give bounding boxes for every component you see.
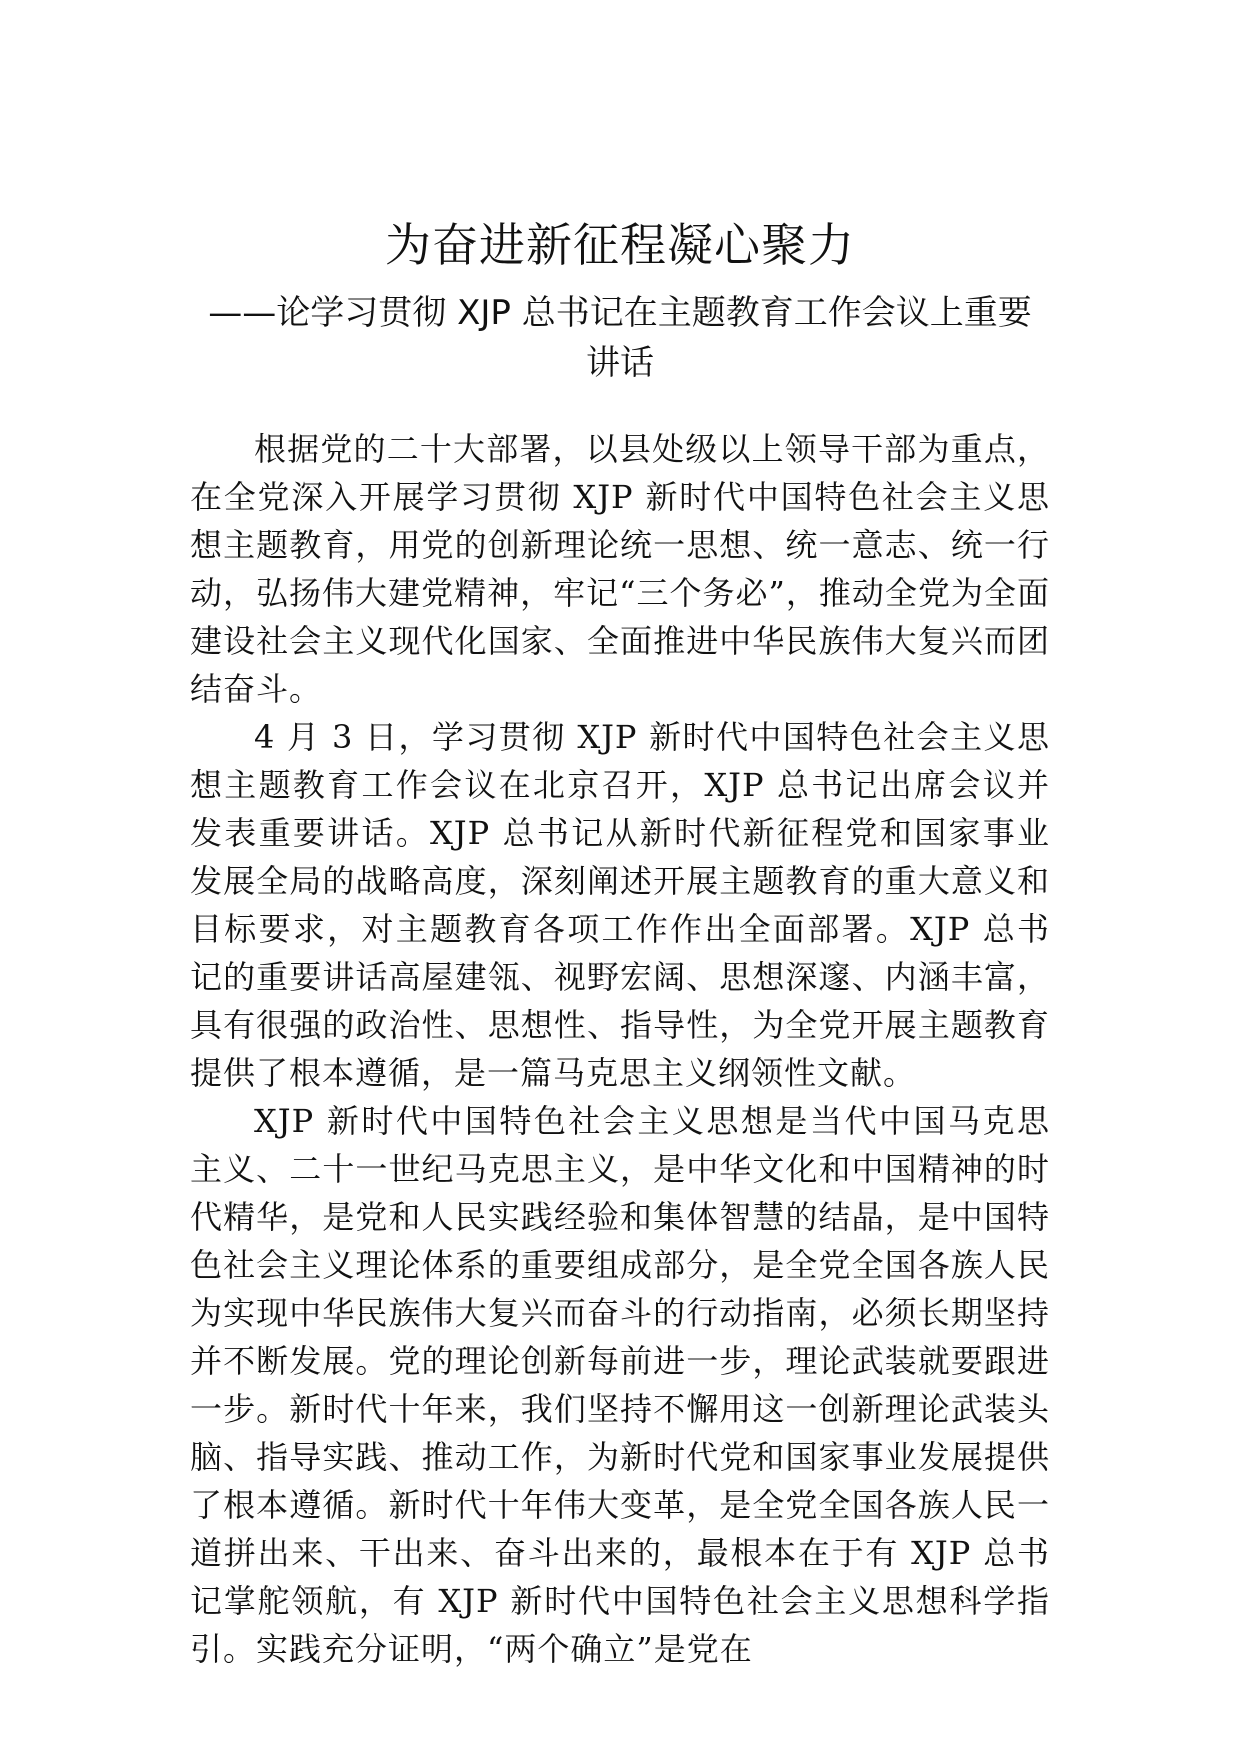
document-body bbox=[190, 425, 1050, 1673]
body-paragraph: 4 月 3 日，学习贯彻 XJP 新时代中国特色社会主义思想主题教育工作会议在北京召开，XJP 总书记出席会议并发表重要讲话。XJP 总书记从新时代新征程党和国家事业发展全局的战略高度，深刻阐述开展主题教育的重大意义和目标要求，对主题教育各项工作作出全面部署。XJP 总书记的重要讲话高屋建瓴、视野宏阔、思想深邃、内涵丰富，具有很强的政治性、思想性、指导性，为全党开展主题教育提供了根本遵循，是一篇马克思主义纲领性文献。 bbox=[190, 718, 1050, 1092]
document-title: 为奋进新征程凝心聚力 bbox=[385, 218, 855, 272]
document-subtitle: ——论学习贯彻 XJP 总书记在主题教育工作会议上重要讲话 bbox=[208, 293, 1032, 383]
body-paragraph: XJP 新时代中国特色社会主义思想是当代中国马克思主义、二十一世纪马克思主义，是中华文化和中国精神的时代精华，是党和人民实践经验和集体智慧的结晶，是中国特色社会主义理论体系的重要组成部分，是全党全国各族人民为实现中华民族伟大复兴而奋斗的行动指南，必须长期坚持并不断发展。党的理论创新每前进一步，理论武装就要跟进一步。新时代十年来，我们坚持不懈用这一创新理论武装头脑、指导实践、推动工作，为新时代党和国家事业发展提供了根本遵循。新时代十年伟大变革，是全党全国各族人民一道拼出来、干出来、奋斗出来的，最根本在于有 XJP 总书记掌舵领航，有 XJP 新时代中国特色社会主义思想科学指引。实践充分证明，“两个确立”是党在 bbox=[190, 1102, 1050, 1668]
body-paragraph: 根据党的二十大部署，以县处级以上领导干部为重点，在全党深入开展学习贯彻 XJP 新时代中国特色社会主义思想主题教育，用党的创新理论统一思想、统一意志、统一行动，弘扬伟大建党精神，牢记“三个务必”，推动全党为全面建设社会主义现代化国家、全面推进中华民族伟大复兴而团结奋斗。 bbox=[190, 430, 1050, 708]
